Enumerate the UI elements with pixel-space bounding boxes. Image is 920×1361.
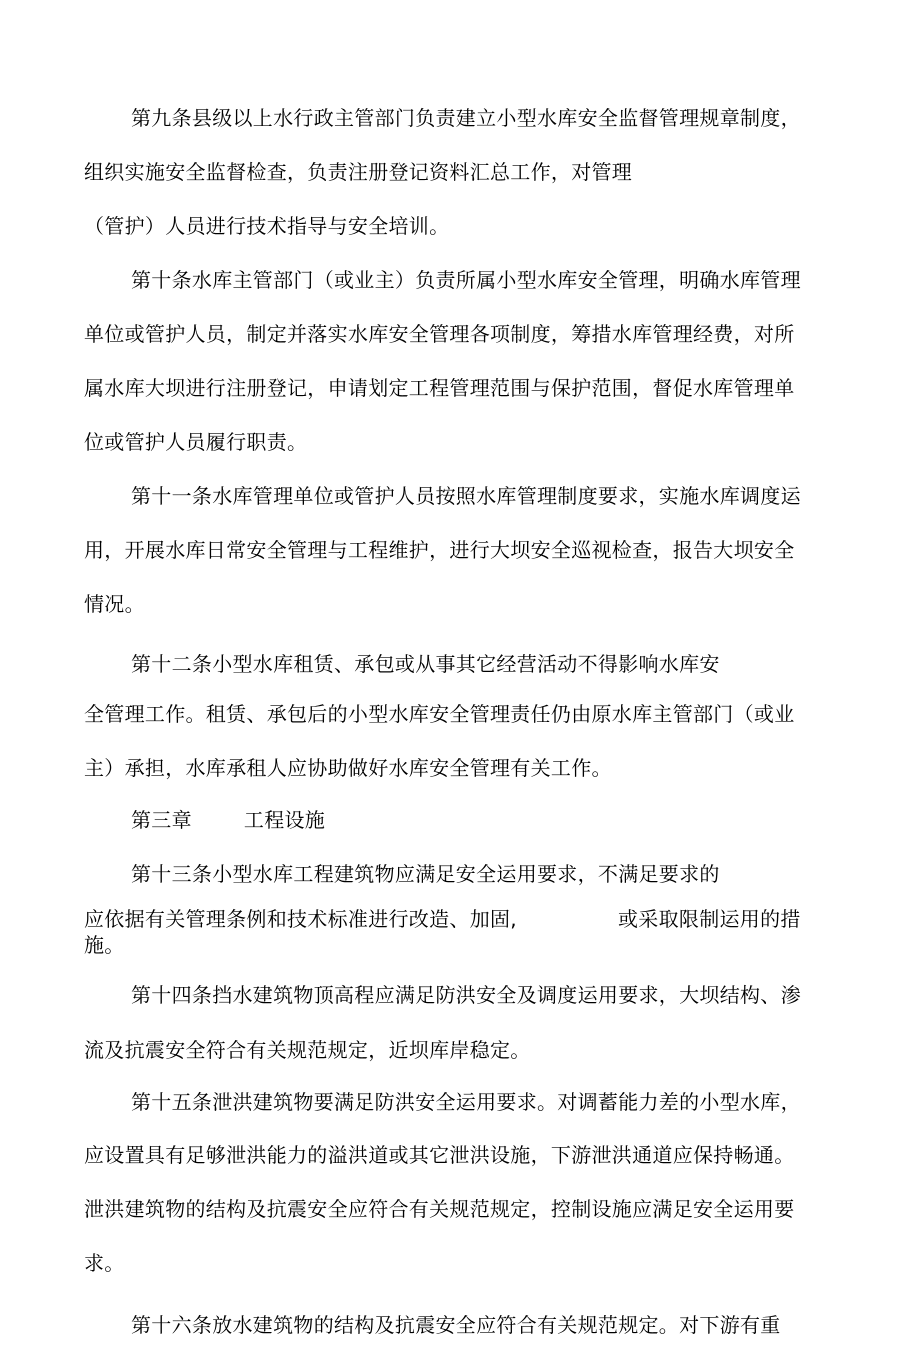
art11-line2: 用，开展水库日常安全管理与工程维护，进行大坝安全巡视检查，报告大坝安全: [84, 538, 795, 562]
chapter-heading: [131, 806, 325, 834]
art13-line3: 施。: [84, 933, 125, 957]
art9-line1: 第九条县级以上水行政主管部门负责建立小型水库安全监督管理规章制度，: [131, 106, 801, 130]
art14-line1: 第十四条挡水建筑物顶高程应满足防洪安全及调度运用要求，大坝结构、渗: [131, 983, 801, 1007]
art15-line1: 第十五条泄洪建筑物要满足防洪安全运用要求。对调蓄能力差的小型水库，: [131, 1090, 801, 1114]
art9-line2: 组织实施安全监督检查，负责注册登记资料汇总工作，对管理: [84, 160, 633, 184]
art10-line3: 属水库大坝进行注册登记，申请划定工程管理范围与保护范围，督促水库管理单: [84, 376, 795, 400]
art12-line1: 第十二条小型水库租赁、承包或从事其它经营活动不得影响水库安: [131, 652, 720, 676]
art12-line2: 全管理工作。租赁、承包后的小型水库安全管理责任仍由原水库主管部门（或业: [84, 702, 795, 726]
art15-line4: 求。: [84, 1251, 125, 1275]
chapter-title: 工程设施: [243, 808, 326, 832]
art15-line2: 应设置具有足够泄洪能力的溢洪道或其它泄洪设施，下游泄洪通道应保持畅通。: [84, 1143, 795, 1167]
art10-line4: 位或管护人员履行职责。: [84, 430, 308, 454]
art10-line1: 第十条水库主管部门（或业主）负责所属小型水库安全管理，明确水库管理: [131, 268, 801, 292]
art14-line2: 流及抗震安全符合有关规范规定，近坝库岸稳定。: [84, 1038, 531, 1062]
art15-line3: 泄洪建筑物的结构及抗震安全应符合有关规范规定，控制设施应满足安全运用要: [84, 1197, 795, 1221]
art16-line1: 第十六条放水建筑物的结构及抗震安全应符合有关规范规定。对下游有重: [131, 1313, 781, 1337]
art11-line1: 第十一条水库管理单位或管护人员按照水库管理制度要求，实施水库调度运: [131, 484, 801, 508]
chapter-number: 第三章: [131, 808, 192, 832]
art10-line2: 单位或管护人员，制定并落实水库安全管理各项制度，筹措水库管理经费，对所: [84, 322, 795, 346]
art12-line3: 主）承担，水库承租人应协助做好水库安全管理有关工作。: [84, 756, 612, 780]
art13-line2a: 应依据有关管理条例和技术标准进行改造、加固,: [84, 907, 517, 931]
art9-line3: （管护）人员进行技术指导与安全培训。: [84, 214, 450, 238]
art11-line3: 情况。: [84, 592, 145, 616]
art13-line2b: 或采取限制运用的措: [618, 907, 801, 931]
art13-line1: 第十三条小型水库工程建筑物应满足安全运用要求，不满足要求的: [131, 862, 720, 886]
